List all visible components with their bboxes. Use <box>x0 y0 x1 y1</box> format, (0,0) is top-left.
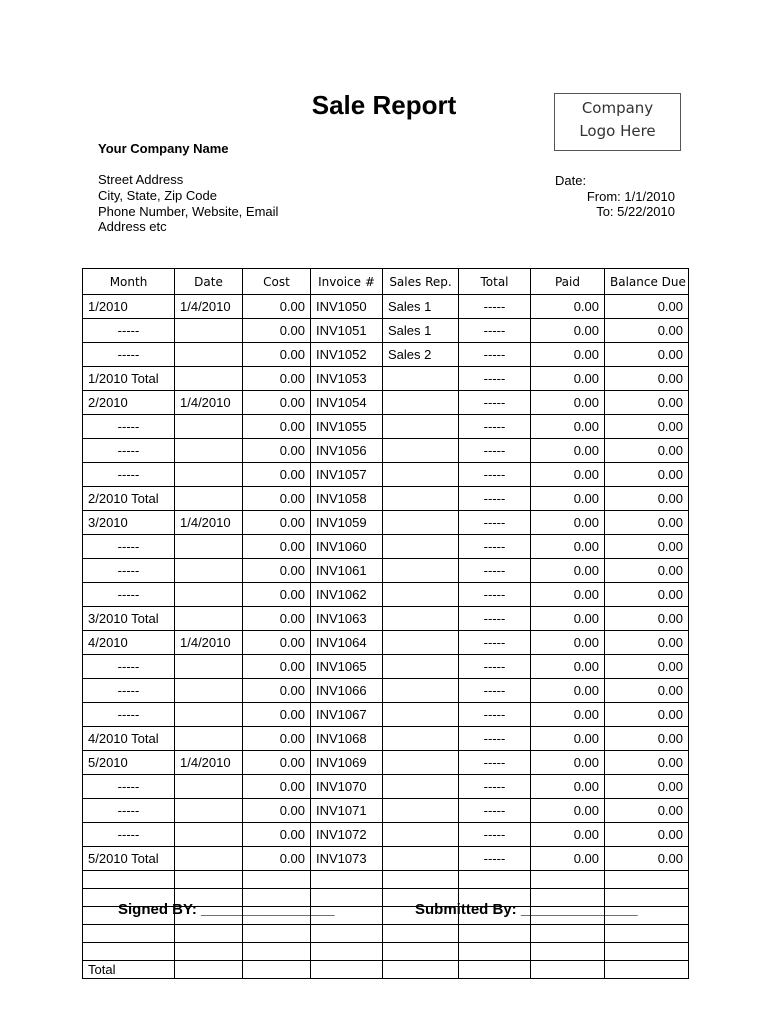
signed-by-line: Signed BY: ________________ <box>118 901 335 918</box>
company-name: Your Company Name <box>98 141 229 156</box>
cost-cell: 0.00 <box>243 535 311 559</box>
month-cell: 1/2010 Total <box>83 367 175 391</box>
balance-due-cell: 0.00 <box>605 367 689 391</box>
month-cell: 3/2010 Total <box>83 607 175 631</box>
column-header: Sales Rep. <box>383 269 459 295</box>
invoice-cell: INV1052 <box>311 343 383 367</box>
column-header: Balance Due <box>605 269 689 295</box>
total-cell: ----- <box>459 295 531 319</box>
date-cell <box>175 727 243 751</box>
invoice-cell: INV1071 <box>311 799 383 823</box>
total-cell: ----- <box>459 439 531 463</box>
table-row <box>83 775 689 799</box>
table-row <box>83 487 689 511</box>
total-cell: ----- <box>459 607 531 631</box>
invoice-cell: INV1062 <box>311 583 383 607</box>
invoice-cell: INV1060 <box>311 535 383 559</box>
sales-rep-cell <box>383 487 459 511</box>
cost-cell: 0.00 <box>243 703 311 727</box>
sales-rep-cell <box>383 823 459 847</box>
cost-cell: 0.00 <box>243 415 311 439</box>
table-row <box>83 535 689 559</box>
date-cell <box>175 847 243 871</box>
balance-due-cell: 0.00 <box>605 655 689 679</box>
cost-cell: 0.00 <box>243 439 311 463</box>
invoice-cell: INV1050 <box>311 295 383 319</box>
total-cell: ----- <box>459 511 531 535</box>
invoice-cell: INV1061 <box>311 559 383 583</box>
cost-cell: 0.00 <box>243 559 311 583</box>
total-cell: ----- <box>459 775 531 799</box>
cost-cell: 0.00 <box>243 631 311 655</box>
total-cell: ----- <box>459 487 531 511</box>
table-row <box>83 847 689 871</box>
date-cell <box>175 703 243 727</box>
paid-cell: 0.00 <box>531 847 605 871</box>
total-cell: ----- <box>459 535 531 559</box>
logo-line: Company <box>581 99 654 117</box>
paid-cell: 0.00 <box>531 391 605 415</box>
month-cell: 2/2010 Total <box>83 487 175 511</box>
total-row <box>83 961 689 979</box>
date-cell <box>175 823 243 847</box>
date-cell <box>175 463 243 487</box>
table-row <box>83 703 689 727</box>
balance-due-cell: 0.00 <box>605 463 689 487</box>
table-row <box>83 463 689 487</box>
sales-rep-cell <box>383 559 459 583</box>
date-cell <box>175 775 243 799</box>
total-cell: ----- <box>459 415 531 439</box>
paid-cell: 0.00 <box>531 535 605 559</box>
total-cell: ----- <box>459 727 531 751</box>
date-cell <box>175 319 243 343</box>
month-cell: 4/2010 Total <box>83 727 175 751</box>
paid-cell: 0.00 <box>531 439 605 463</box>
cost-cell: 0.00 <box>243 511 311 535</box>
sales-rep-cell <box>383 775 459 799</box>
address-line: Address etc <box>98 219 167 234</box>
balance-due-cell: 0.00 <box>605 823 689 847</box>
balance-due-cell: 0.00 <box>605 295 689 319</box>
paid-cell: 0.00 <box>531 631 605 655</box>
balance-due-cell: 0.00 <box>605 415 689 439</box>
balance-due-cell: 0.00 <box>605 511 689 535</box>
total-cell: ----- <box>459 799 531 823</box>
cost-cell: 0.00 <box>243 583 311 607</box>
column-header: Month <box>83 269 175 295</box>
table-row <box>83 751 689 775</box>
month-cell: ----- <box>83 655 175 679</box>
table-row <box>83 727 689 751</box>
cost-cell: 0.00 <box>243 847 311 871</box>
sales-rep-cell <box>383 391 459 415</box>
invoice-cell: INV1073 <box>311 847 383 871</box>
sales-rep-cell <box>383 703 459 727</box>
cost-cell: 0.00 <box>243 487 311 511</box>
cost-cell: 0.00 <box>243 367 311 391</box>
column-header: Total <box>459 269 531 295</box>
paid-cell: 0.00 <box>531 463 605 487</box>
cost-cell: 0.00 <box>243 799 311 823</box>
sales-rep-cell <box>383 679 459 703</box>
paid-cell: 0.00 <box>531 415 605 439</box>
date-cell <box>175 367 243 391</box>
month-cell: ----- <box>83 463 175 487</box>
page-title: Sale Report <box>311 90 457 120</box>
table-row <box>83 439 689 463</box>
paid-cell: 0.00 <box>531 751 605 775</box>
date-cell <box>175 487 243 511</box>
paid-cell: 0.00 <box>531 703 605 727</box>
paid-cell: 0.00 <box>531 607 605 631</box>
table-row <box>83 679 689 703</box>
date-cell <box>175 679 243 703</box>
sales-rep-cell <box>383 727 459 751</box>
column-header: Invoice # <box>311 269 383 295</box>
paid-cell: 0.00 <box>531 559 605 583</box>
month-cell: 4/2010 <box>83 631 175 655</box>
sales-rep-cell <box>383 439 459 463</box>
cost-cell: 0.00 <box>243 295 311 319</box>
cost-cell: 0.00 <box>243 655 311 679</box>
date-to: To: 5/22/2010 <box>596 204 675 219</box>
table-footer <box>83 871 689 979</box>
date-cell <box>175 415 243 439</box>
total-label: Total <box>83 961 175 979</box>
table-body <box>83 295 689 871</box>
submitted-by-line: Submitted By: ______________ <box>415 901 638 918</box>
sales-rep-cell: Sales 2 <box>383 343 459 367</box>
invoice-cell: INV1063 <box>311 607 383 631</box>
column-header: Paid <box>531 269 605 295</box>
balance-due-cell: 0.00 <box>605 703 689 727</box>
paid-cell: 0.00 <box>531 823 605 847</box>
sales-rep-cell: Sales 1 <box>383 295 459 319</box>
sales-table <box>82 268 689 979</box>
total-cell: ----- <box>459 463 531 487</box>
paid-cell: 0.00 <box>531 367 605 391</box>
date-cell <box>175 799 243 823</box>
date-cell: 1/4/2010 <box>175 295 243 319</box>
balance-due-cell: 0.00 <box>605 679 689 703</box>
table-row <box>83 559 689 583</box>
table-row <box>83 631 689 655</box>
table-row <box>83 319 689 343</box>
table-row <box>83 823 689 847</box>
date-cell: 1/4/2010 <box>175 511 243 535</box>
total-cell: ----- <box>459 583 531 607</box>
table-row <box>83 511 689 535</box>
month-cell: ----- <box>83 439 175 463</box>
invoice-cell: INV1069 <box>311 751 383 775</box>
date-cell: 1/4/2010 <box>175 751 243 775</box>
sales-rep-cell <box>383 583 459 607</box>
invoice-cell: INV1066 <box>311 679 383 703</box>
address-line: City, State, Zip Code <box>98 188 217 203</box>
total-cell: ----- <box>459 751 531 775</box>
month-cell: ----- <box>83 535 175 559</box>
sales-rep-cell: Sales 1 <box>383 319 459 343</box>
blank-row <box>83 943 689 961</box>
paid-cell: 0.00 <box>531 295 605 319</box>
address-line: Phone Number, Website, Email <box>98 204 279 219</box>
invoice-cell: INV1070 <box>311 775 383 799</box>
paid-cell: 0.00 <box>531 775 605 799</box>
cost-cell: 0.00 <box>243 343 311 367</box>
invoice-cell: INV1064 <box>311 631 383 655</box>
invoice-cell: INV1053 <box>311 367 383 391</box>
month-cell: ----- <box>83 823 175 847</box>
month-cell: ----- <box>83 703 175 727</box>
table-row <box>83 391 689 415</box>
invoice-cell: INV1057 <box>311 463 383 487</box>
table-row <box>83 295 689 319</box>
date-cell <box>175 535 243 559</box>
date-cell <box>175 583 243 607</box>
cost-cell: 0.00 <box>243 751 311 775</box>
column-header: Cost <box>243 269 311 295</box>
month-cell: ----- <box>83 679 175 703</box>
date-cell <box>175 607 243 631</box>
date-label: Date: <box>555 173 587 188</box>
balance-due-cell: 0.00 <box>605 343 689 367</box>
sales-rep-cell <box>383 751 459 775</box>
month-cell: 2/2010 <box>83 391 175 415</box>
paid-cell: 0.00 <box>531 679 605 703</box>
table-row <box>83 415 689 439</box>
total-cell: ----- <box>459 343 531 367</box>
total-cell: ----- <box>459 391 531 415</box>
month-cell: 5/2010 Total <box>83 847 175 871</box>
blank-row <box>83 871 689 889</box>
balance-due-cell: 0.00 <box>605 799 689 823</box>
column-header: Date <box>175 269 243 295</box>
month-cell: 3/2010 <box>83 511 175 535</box>
total-cell: ----- <box>459 655 531 679</box>
sales-rep-cell <box>383 847 459 871</box>
month-cell: ----- <box>83 583 175 607</box>
table-row <box>83 343 689 367</box>
paid-cell: 0.00 <box>531 727 605 751</box>
date-cell: 1/4/2010 <box>175 391 243 415</box>
date-cell <box>175 655 243 679</box>
balance-due-cell: 0.00 <box>605 559 689 583</box>
cost-cell: 0.00 <box>243 607 311 631</box>
invoice-cell: INV1067 <box>311 703 383 727</box>
logo-line: Logo Here <box>579 122 656 140</box>
cost-cell: 0.00 <box>243 823 311 847</box>
sales-rep-cell <box>383 607 459 631</box>
address-line: Street Address <box>98 172 184 187</box>
cost-cell: 0.00 <box>243 679 311 703</box>
balance-due-cell: 0.00 <box>605 847 689 871</box>
invoice-cell: INV1068 <box>311 727 383 751</box>
sales-rep-cell <box>383 463 459 487</box>
cost-cell: 0.00 <box>243 391 311 415</box>
sales-rep-cell <box>383 655 459 679</box>
paid-cell: 0.00 <box>531 319 605 343</box>
sales-rep-cell <box>383 631 459 655</box>
balance-due-cell: 0.00 <box>605 535 689 559</box>
sales-rep-cell <box>383 511 459 535</box>
invoice-cell: INV1055 <box>311 415 383 439</box>
total-cell: ----- <box>459 367 531 391</box>
balance-due-cell: 0.00 <box>605 607 689 631</box>
invoice-cell: INV1072 <box>311 823 383 847</box>
table-row <box>83 799 689 823</box>
paid-cell: 0.00 <box>531 487 605 511</box>
sales-rep-cell <box>383 415 459 439</box>
date-cell <box>175 343 243 367</box>
balance-due-cell: 0.00 <box>605 439 689 463</box>
month-cell: ----- <box>83 559 175 583</box>
balance-due-cell: 0.00 <box>605 631 689 655</box>
month-cell: 5/2010 <box>83 751 175 775</box>
total-cell: ----- <box>459 703 531 727</box>
cost-cell: 0.00 <box>243 727 311 751</box>
total-cell: ----- <box>459 631 531 655</box>
total-cell: ----- <box>459 319 531 343</box>
balance-due-cell: 0.00 <box>605 775 689 799</box>
total-cell: ----- <box>459 847 531 871</box>
sales-rep-cell <box>383 367 459 391</box>
blank-row <box>83 925 689 943</box>
date-cell: 1/4/2010 <box>175 631 243 655</box>
invoice-cell: INV1056 <box>311 439 383 463</box>
table-header-row <box>83 269 689 295</box>
balance-due-cell: 0.00 <box>605 319 689 343</box>
date-cell <box>175 439 243 463</box>
month-cell: 1/2010 <box>83 295 175 319</box>
paid-cell: 0.00 <box>531 511 605 535</box>
cost-cell: 0.00 <box>243 463 311 487</box>
total-cell: ----- <box>459 679 531 703</box>
paid-cell: 0.00 <box>531 343 605 367</box>
month-cell: ----- <box>83 415 175 439</box>
month-cell: ----- <box>83 319 175 343</box>
month-cell: ----- <box>83 799 175 823</box>
table-row <box>83 583 689 607</box>
month-cell: ----- <box>83 343 175 367</box>
total-cell: ----- <box>459 559 531 583</box>
table-row <box>83 655 689 679</box>
paid-cell: 0.00 <box>531 583 605 607</box>
cost-cell: 0.00 <box>243 319 311 343</box>
table-row <box>83 367 689 391</box>
invoice-cell: INV1054 <box>311 391 383 415</box>
invoice-cell: INV1051 <box>311 319 383 343</box>
paid-cell: 0.00 <box>531 799 605 823</box>
cost-cell: 0.00 <box>243 775 311 799</box>
date-from: From: 1/1/2010 <box>586 189 675 204</box>
balance-due-cell: 0.00 <box>605 583 689 607</box>
invoice-cell: INV1065 <box>311 655 383 679</box>
sales-rep-cell <box>383 799 459 823</box>
month-cell: ----- <box>83 775 175 799</box>
balance-due-cell: 0.00 <box>605 727 689 751</box>
table-row <box>83 607 689 631</box>
date-cell <box>175 559 243 583</box>
paid-cell: 0.00 <box>531 655 605 679</box>
company-logo-placeholder <box>554 93 681 151</box>
total-cell: ----- <box>459 823 531 847</box>
invoice-cell: INV1059 <box>311 511 383 535</box>
balance-due-cell: 0.00 <box>605 391 689 415</box>
balance-due-cell: 0.00 <box>605 487 689 511</box>
balance-due-cell: 0.00 <box>605 751 689 775</box>
sales-rep-cell <box>383 535 459 559</box>
invoice-cell: INV1058 <box>311 487 383 511</box>
